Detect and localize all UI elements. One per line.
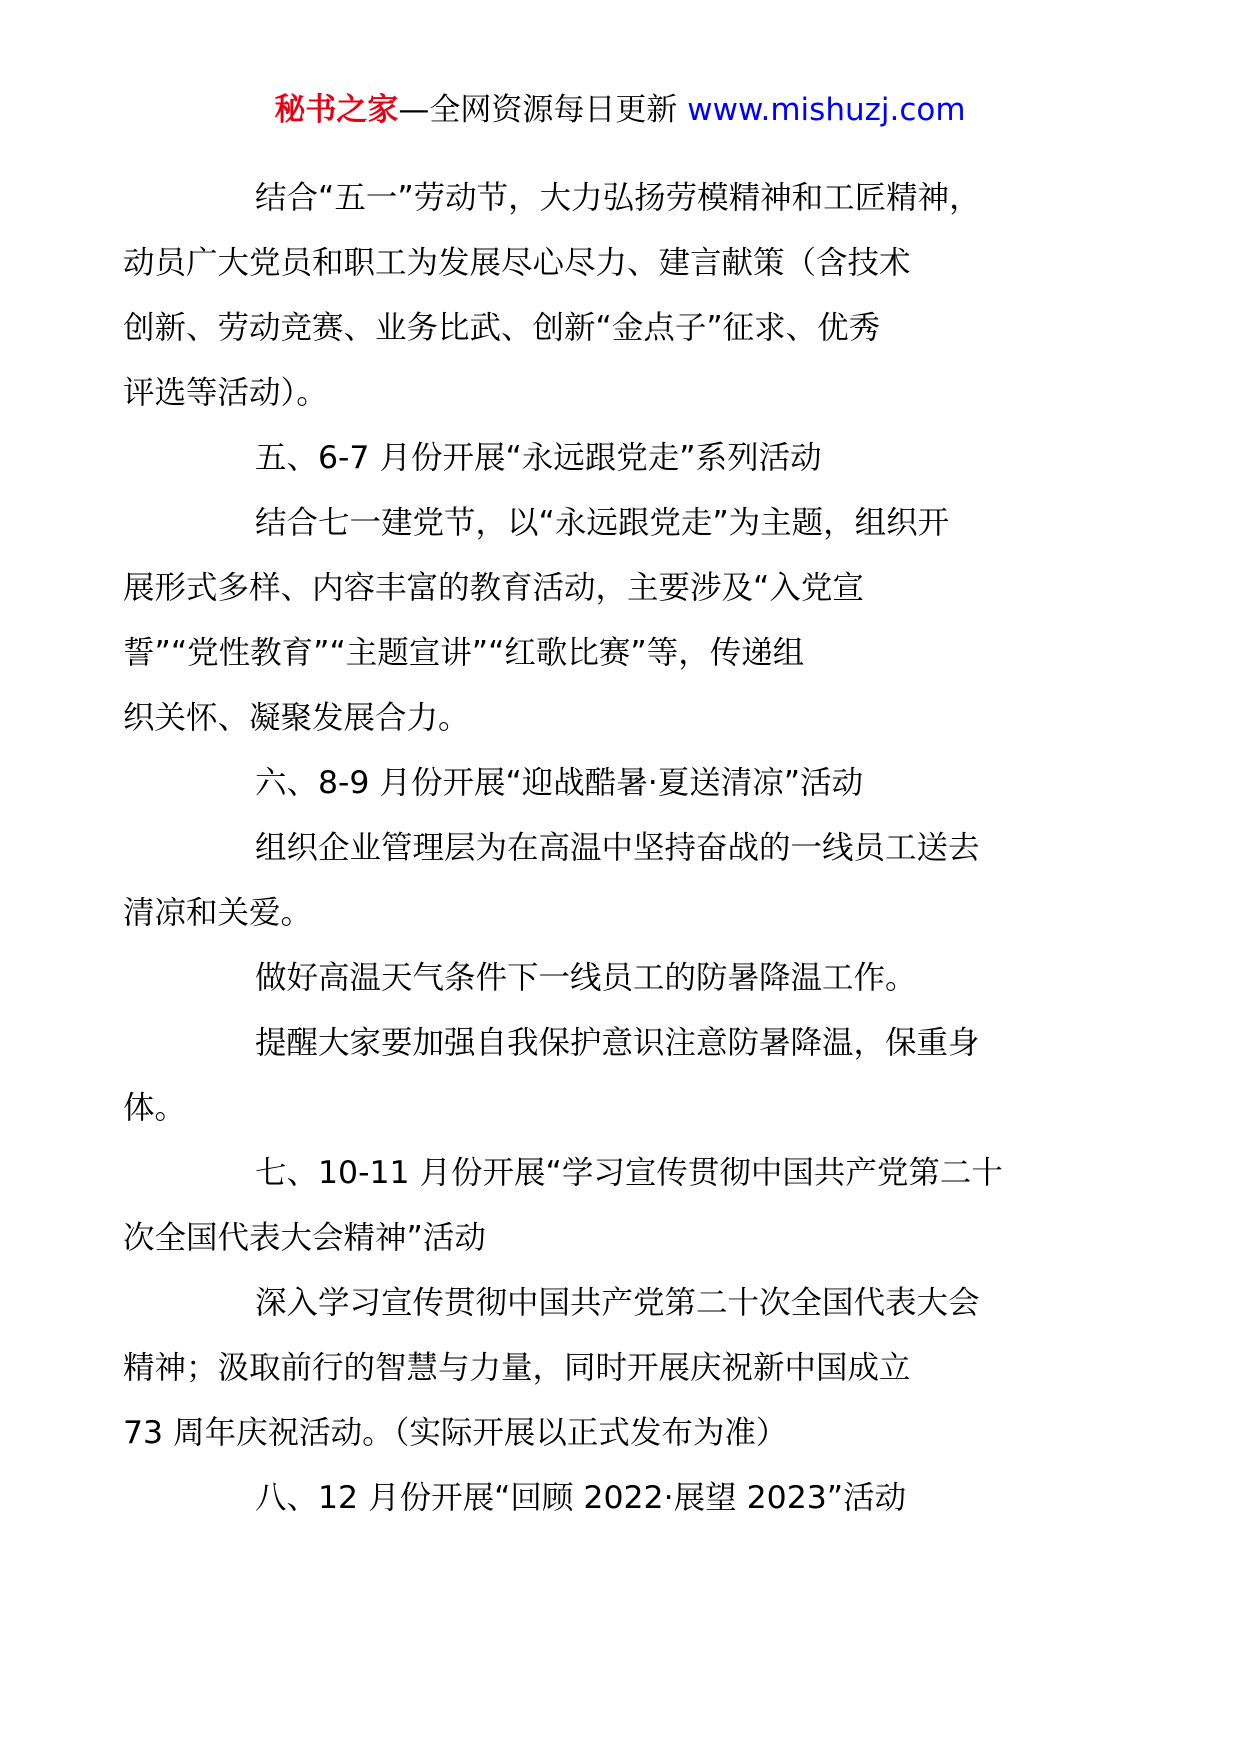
text-line: 深入学习宣传贯彻中国共产党第二十次全国代表大会 — [255, 1285, 980, 1321]
section-heading — [189, 1466, 1047, 1531]
paragraph — [189, 946, 1047, 1011]
paragraph — [123, 1011, 1047, 1141]
text-line: 八、12 月份开展“回顾 2022·展望 2023”活动 — [255, 1480, 907, 1516]
text-line: 体。 — [123, 1090, 187, 1126]
text-line: 精神；汲取前行的智慧与力量，同时开展庆祝新中国成立 — [123, 1350, 911, 1386]
text-line: 五、6-7 月份开展“永远跟党走”系列活动 — [255, 440, 822, 476]
text-line: 结合七一建党节，以“永远跟党走”为主题，组织开 — [255, 505, 950, 541]
paragraph — [123, 1271, 1047, 1466]
text-line: 六、8-9 月份开展“迎战酷暑·夏送清凉”活动 — [255, 765, 864, 801]
section-heading — [189, 751, 1047, 816]
text-line: 清凉和关爱。 — [123, 895, 313, 931]
document-body — [123, 166, 1047, 1531]
text-line: 评选等活动）。 — [123, 375, 328, 411]
text-line: 结合“五一”劳动节，大力弘扬劳模精神和工匠精神， — [255, 180, 981, 216]
text-line: 誓”“党性教育”“主题宣讲”“红歌比赛”等，传递组 — [123, 635, 805, 671]
text-line: 创新、劳动竞赛、业务比武、创新“金点子”征求、优秀 — [123, 310, 881, 346]
paragraph — [123, 166, 1047, 426]
header-brand: 秘书之家 — [274, 92, 399, 128]
text-line: 动员广大党员和职工为发展尽心尽力、建言献策（含技术 — [123, 245, 911, 281]
text-line: 提醒大家要加强自我保护意识注意防暑降温，保重身 — [255, 1025, 980, 1061]
paragraph — [123, 491, 1047, 751]
header-tagline: —全网资源每日更新 — [398, 92, 688, 128]
text-line: 次全国代表大会精神”活动 — [123, 1220, 486, 1256]
text-line: 73 周年庆祝活动。（实际开展以正式发布为准） — [123, 1415, 788, 1451]
text-line: 组织企业管理层为在高温中坚持奋战的一线员工送去 — [255, 830, 980, 866]
text-line: 做好高温天气条件下一线员工的防暑降温工作。 — [255, 960, 917, 996]
page-header — [0, 86, 1240, 134]
text-line: 织关怀、凝聚发展合力。 — [123, 700, 470, 736]
text-line: 七、10-11 月份开展“学习宣传贯彻中国共产党第二十 — [255, 1155, 1003, 1191]
paragraph — [123, 816, 1047, 946]
text-line: 展形式多样、内容丰富的教育活动，主要涉及“入党宣 — [123, 570, 864, 606]
header-site-link[interactable]: www.mishuzj.com — [687, 92, 966, 128]
section-heading — [189, 426, 1047, 491]
section-heading — [123, 1141, 1047, 1271]
